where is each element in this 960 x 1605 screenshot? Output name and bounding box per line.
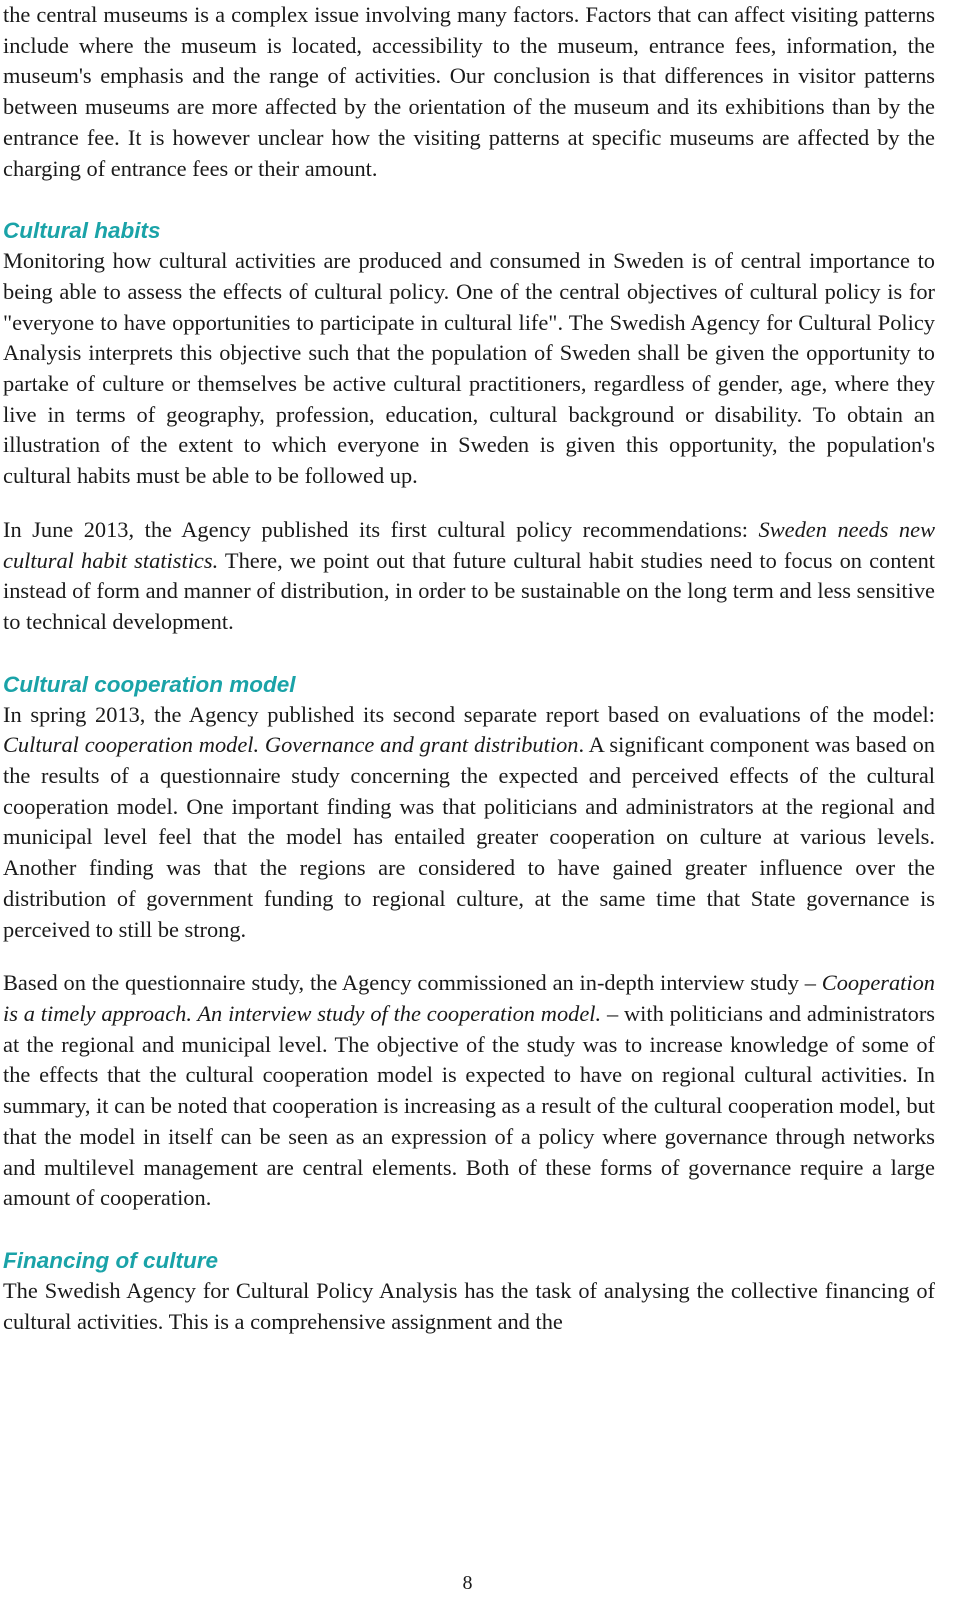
paragraph-financing: The Swedish Agency for Cultural Policy Analysis has the task of analysing the collective financing of cultural activities. This is a comprehensive assignment and the [3, 1277, 935, 1334]
paragraph-text: . A significant component was based on the results of a questionnaire study concerning the expected and perceived effects of the cultural cooperation model. One important finding was that politicians and administrators at the regional and municipal level feel that the model has entailed greater cooperation on culture at various levels. Another finding was that the regions are considered to have gained greater influence over the distribution of government funding to regional culture, at the same time that State governance is perceived to still be strong. [3, 732, 935, 942]
paragraph-museums: the central museums is a complex issue involving many factors. Factors that can affect visiting patterns include where the museum is located, accessibility to the museum, entrance fees, information, the museum's emphasis and the range of activities. Our conclusion is that differences in visitor patterns between museums are more affected by the orientation of the museum and its exhibitions than by the entrance fee. It is however unclear how the visiting patterns at specific museums are affected by the charging of entrance fees or their amount. [3, 2, 935, 181]
paragraph-text: In spring 2013, the Agency published its second separate report based on evaluations of the model: [3, 701, 935, 727]
paragraph-text: – with politicians and administrators at the regional and municipal level. The objective of the study was to increase knowledge of some of the effects that the cultural cooperation model is expected to have on regional cultural activities. In summary, it can be noted that cooperation is increasing as a result of the cultural cooperation model, but that the model in itself can be seen as an expression of a policy where governance through networks and multilevel management are central elements. Both of these forms of governance require a large amount of cooperation. [3, 1000, 936, 1211]
report-title: Cooperation is a timely approach. An interview study of the cooperation model. [3, 970, 935, 1026]
heading-cultural-habits: Cultural habits [3, 218, 161, 244]
document-page [3, 0, 935, 1337]
report-title: Sweden needs new cultural habit statistics. [3, 516, 936, 573]
paragraph-cultural-habits-1: Monitoring how cultural activities are produced and consumed in Sweden is of central importance to being able to assess the effects of cultural policy. One of the central objectives of cultural policy is for "everyone to have opportunities to participate in cultural life". The Swedish Agency for Cultural Policy Analysis interprets this objective such that the population of Sweden shall be given the opportunity to partake of culture or themselves be active cultural practitioners, regardless of gender, age, where they live in terms of geography, profession, education, cultural background or disability. To obtain an illustration of the extent to which everyone in Sweden is given this opportunity, the population's cultural habits must be able to be followed up. [3, 248, 935, 489]
paragraph-text: There, we point out that future cultural habit studies need to focus on content instead of form and manner of distribution, in order to be sustainable on the long term and less sensitive to technical development. [3, 547, 935, 634]
page-number: 8 [462, 1572, 473, 1594]
paragraph-text: Based on the questionnaire study, the Agency commissioned an in-depth interview study – [3, 970, 822, 996]
paragraph-cooperation-2 [3, 968, 935, 1214]
report-title: Cultural cooperation model. Governance and grant distribution [3, 732, 579, 758]
paragraph-cultural-habits-2 [3, 515, 935, 638]
paragraph-text: In June 2013, the Agency published its first cultural policy recommendations: [3, 516, 759, 542]
paragraph-cooperation-1 [3, 700, 935, 946]
heading-financing-of-culture: Financing of culture [3, 1247, 219, 1273]
heading-cultural-cooperation-model: Cultural cooperation model [3, 671, 296, 697]
